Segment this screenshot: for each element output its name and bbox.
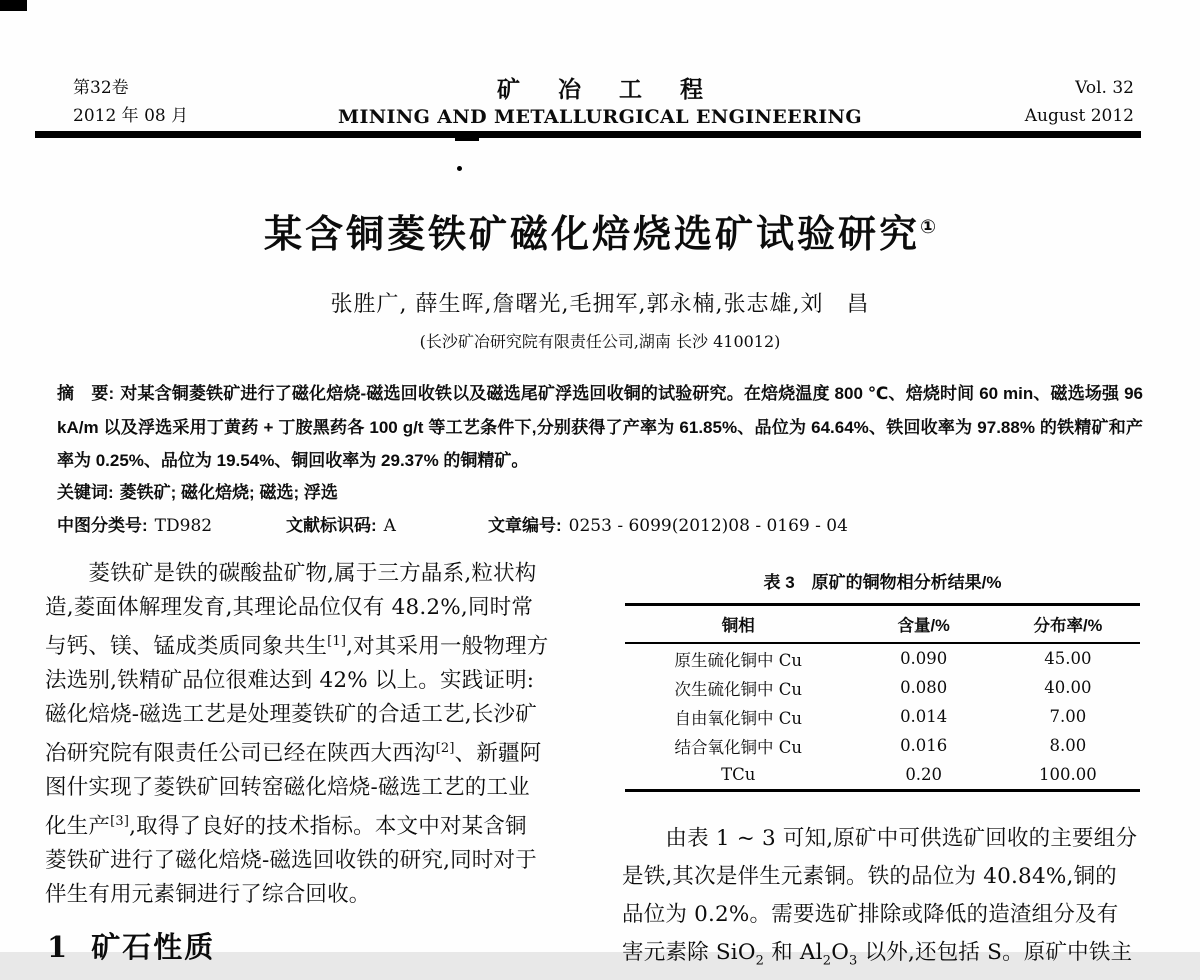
table-header-cell: 分布率/% (996, 605, 1140, 644)
clc-item (57, 511, 212, 536)
journal-title-cn: 矿冶工程 (497, 76, 741, 103)
text-line: 法选别,铁精矿品位很难达到 42% 以上。实践证明: (45, 668, 535, 694)
title-footnote-mark: ① (919, 217, 937, 239)
table3 (625, 603, 1140, 792)
header-rule (35, 131, 1141, 138)
table-cell: 原生硫化铜中 Cu (674, 650, 803, 670)
authors-line: 张胜广, 薛生晖,詹曙光,毛拥军,郭永楠,张志雄,刘 昌 (330, 292, 870, 317)
text-line: 图什实现了菱铁矿回转窑磁化焙烧-磁选工艺的工业 (45, 775, 530, 801)
journal-title-en: MINING AND METALLURGICAL ENGINEERING (338, 106, 862, 128)
keywords-text: 菱铁矿; 磁化焙烧; 磁选; 浮选 (119, 483, 338, 502)
table-header-cell: 含量/% (852, 605, 996, 644)
doc-code-item (286, 511, 396, 536)
journal-volume-en (1025, 74, 1134, 130)
text-line: 是铁,其次是伴生元素铜。铁的品位为 40.84%,铜的 (622, 864, 1117, 889)
table-cell: 结合氧化铜中 Cu (674, 737, 803, 757)
text-line: 菱铁矿是铁的碳酸盐矿物,属于三方晶系,粒状构 (45, 561, 537, 586)
table3-body (625, 643, 1140, 791)
table-cell: 0.014 (900, 707, 948, 726)
table-cell: TCu (721, 765, 756, 784)
table3-header-row (625, 605, 1140, 644)
scan-artifact (455, 138, 479, 141)
section-heading-1 (47, 925, 215, 966)
table-row (625, 673, 1140, 702)
date-cn: 2012 年 08 月 (73, 106, 189, 126)
text-line: 造,菱面体解理发育,其理论品位仅有 48.2%,同时常 (45, 595, 534, 620)
journal-title-block (0, 71, 1200, 128)
table-row (625, 760, 1140, 791)
table-cell: 100.00 (1039, 765, 1097, 784)
table-header-cell: 铜相 (625, 605, 852, 644)
table3-caption: 表 3 原矿的铜物相分析结果/% (763, 573, 1002, 592)
scan-artifact (0, 0, 27, 11)
table-cell: 45.00 (1044, 649, 1092, 668)
doc-code-label: 文献标识码: (286, 516, 377, 535)
article-no-label: 文章编号: (488, 516, 562, 535)
table-cell: 自由氧化铜中 Cu (674, 708, 803, 728)
left-column-paragraph (45, 557, 607, 912)
table-cell: 40.00 (1044, 678, 1092, 697)
table-row (625, 702, 1140, 731)
volume-en: Vol. 32 (1075, 78, 1134, 98)
table-cell: 0.016 (900, 736, 948, 755)
clc-label: 中图分类号: (57, 516, 148, 535)
text-line: 菱铁矿进行了磁化焙烧-磁选回收铁的研究,同时对于 (45, 848, 537, 874)
doc-code-value: A (383, 516, 396, 536)
table-row (625, 643, 1140, 673)
abstract-label: 摘 要: (57, 384, 115, 403)
scan-artifact (457, 166, 462, 171)
text-line: 与钙、镁、锰成类质同象共生[1],对其采用一般物理方 (45, 634, 549, 660)
table-cell: 8.00 (1049, 736, 1087, 755)
date-en: August 2012 (1024, 106, 1134, 126)
volume-cn: 第32卷 (73, 78, 129, 98)
keywords-line (57, 478, 338, 503)
table-row (625, 731, 1140, 760)
text-line: 品位为 0.2%。需要选矿排除或降低的造渣组分及有 (622, 902, 1119, 927)
abstract-text: 对某含铜菱铁矿进行了磁化焙烧-磁选回收铁以及磁选尾矿浮选回收铜的试验研究。在焙烧温度 800 ℃、焙烧时间 60 min、磁选场强 96 kA/m 以及浮选采用丁黄药 + 丁胺黑药各 100 g/t 等工艺条件下,分别获得了产率为 61.85%、品位为 64.64%、铁回收率为 97.88% 的铁精矿和产率为 0.25%、品位为 19.54%、铜回收率为 29.37% 的铜精矿。 (57, 384, 1143, 470)
clc-value: TD982 (154, 516, 213, 536)
text-line: 害元素除 SiO$_2$ 和 $Al_2O_3$ 以外,还包括 S。原矿中铁主 (622, 940, 1133, 969)
table-cell: 0.20 (905, 765, 943, 784)
right-column-paragraph (622, 820, 1156, 980)
section-title: 矿石性质 (91, 930, 216, 965)
keywords-label: 关键词: (57, 483, 114, 502)
table-cell: 0.090 (900, 649, 948, 668)
abstract-paragraph (57, 377, 1143, 478)
text-line: 由表 1 ~ 3 可知,原矿中可供选矿回收的主要组分 (622, 826, 1138, 851)
article-title (0, 203, 1200, 258)
table-cell: 0.080 (900, 678, 948, 697)
text-line: 伴生有用元素铜进行了综合回收。 (45, 882, 371, 908)
article-no-item (488, 511, 848, 536)
table-cell: 7.00 (1049, 707, 1087, 726)
classification-row (57, 511, 1143, 535)
text-line: 冶研究院有限责任公司已经在陕西大西沟[2]、新疆阿 (45, 741, 542, 767)
section-number: 1 (47, 930, 68, 965)
article-title-text: 某含铜菱铁矿磁化焙烧选矿试验研究 (263, 214, 920, 257)
article-no-value: 0253 - 6099(2012)08 - 0169 - 04 (568, 516, 848, 536)
affiliation-line: (长沙矿冶研究院有限责任公司,湖南 长沙 410012) (419, 332, 781, 351)
text-line: 化生产[3],取得了良好的技术指标。本文中对某含铜 (45, 814, 527, 840)
table-cell: 次生硫化铜中 Cu (674, 679, 803, 699)
text-line: 磁化焙烧-磁选工艺是处理菱铁矿的合适工艺,长沙矿 (45, 702, 537, 728)
